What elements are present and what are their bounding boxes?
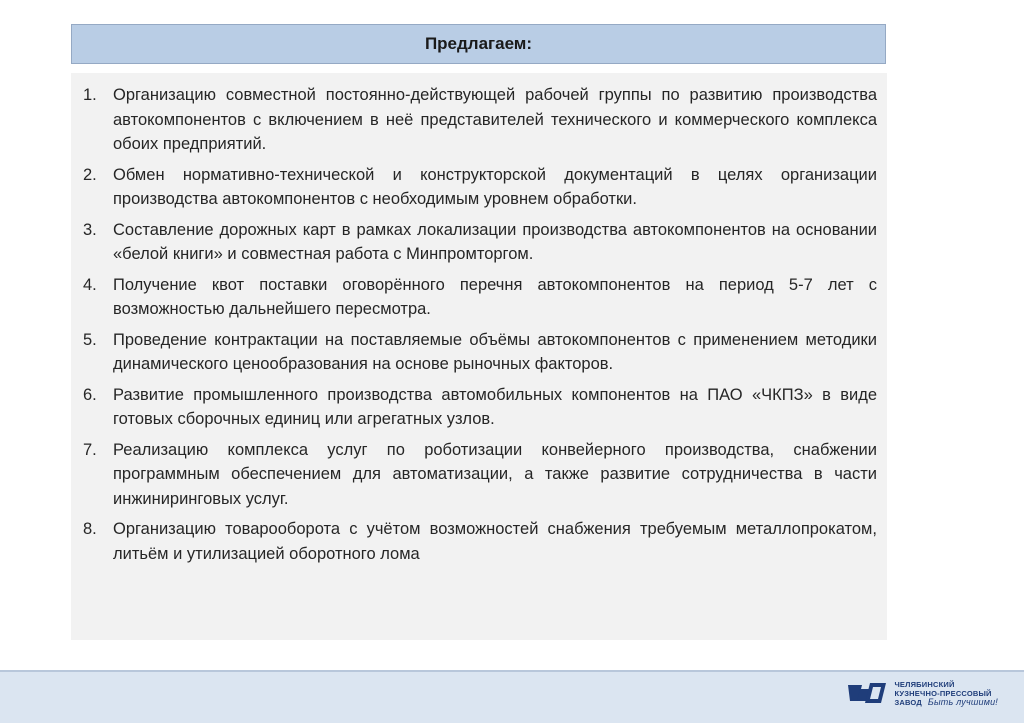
item-text: Проведение контрактации на поставляемые объёмы автокомпонентов с применением методики динамического ценообразования на основе рыночных факторов. [113,330,877,373]
list-item [81,83,877,157]
slogan: Быть лучшими! [927,696,998,707]
item-number: 2. [83,165,97,184]
header-box [71,24,886,64]
list-item [81,218,877,267]
list-item [81,438,877,512]
logo-line-1: ЧЕЛЯБИНСКИЙ [894,679,955,689]
logo-text [894,680,998,707]
company-logo [846,679,998,707]
item-number: 4. [83,275,97,294]
list-item [81,383,877,432]
item-text: Развитие промышленного производства автомобильных компонентов на ПАО «ЧКПЗ» в виде готовых сборочных единиц или агрегатных узлов. [113,385,877,428]
item-number: 3. [83,220,97,239]
item-text: Обмен нормативно-технической и конструкторской документаций в целях организации производства автокомпонентов с необходимым уровнем обработки. [113,165,877,208]
content-box [71,73,887,640]
logo-line-2: КУЗНЕЧНО-ПРЕССОВЫЙ [894,688,992,698]
item-text: Организацию товарооборота с учётом возможностей снабжения требуемым металлопрокатом, литьём и утилизацией оборотного лома [113,520,877,563]
item-number: 6. [83,385,97,404]
item-number: 7. [83,440,97,459]
logo-line-3: ЗАВОД [894,697,922,707]
item-number: 1. [83,86,97,104]
list-item [81,517,877,566]
list-item [81,328,877,377]
item-text: Составление дорожных карт в рамках локализации производства автокомпонентов на основании «белой книги» и совместная работа с Минпромторгом. [113,220,877,263]
logo-line-3-row [894,698,998,707]
page-title: Предлагаем: [424,34,533,53]
chkpz-logo-icon [846,679,888,707]
item-text: Получение квот поставки оговорённого перечня автокомпонентов на период 5-7 лет с возможностью дальнейшего пересмотра. [113,275,877,318]
item-number: 8. [83,520,97,538]
footer-bar [0,670,1024,723]
item-text: Реализацию комплекса услуг по роботизации конвейерного производства, снабжении программным обеспечением для автоматизации, а также развитие сотрудничества в части инжиниринговых услуг. [113,440,877,508]
item-number: 5. [83,330,97,349]
list-item [81,163,877,212]
list-item [81,273,877,322]
item-text: Организацию совместной постоянно-действующей рабочей группы по развитию производства автокомпонентов с включением в неё представителей технического и коммерческого комплекса обоих предприятий. [113,86,877,153]
proposal-list [81,83,877,566]
